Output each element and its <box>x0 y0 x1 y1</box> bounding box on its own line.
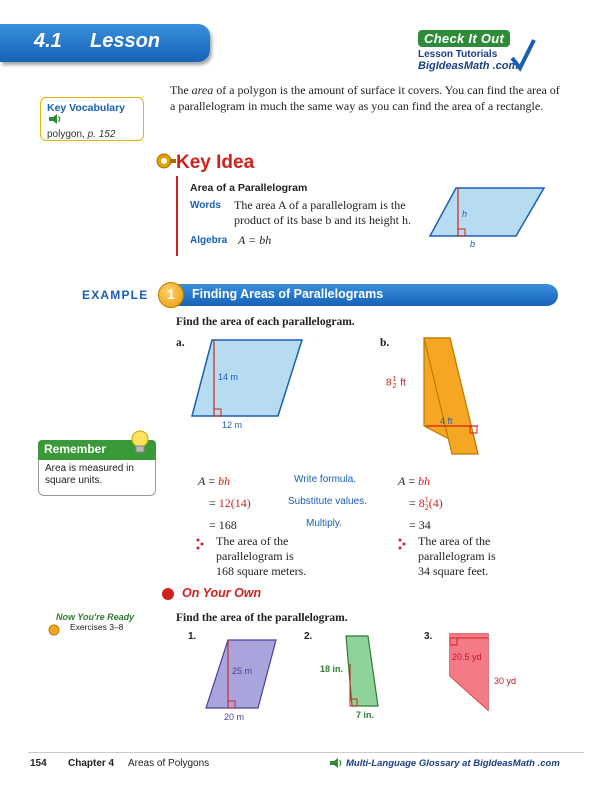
oyo-prompt: Find the area of the parallelogram. <box>176 612 348 624</box>
remember-title: Remember <box>38 440 156 460</box>
on-your-own-title: On Your Own <box>182 586 262 600</box>
key-idea-rule <box>176 176 178 256</box>
key-icon <box>156 150 176 172</box>
intro-paragraph <box>170 82 562 114</box>
b-step-2-eq: = <box>409 496 416 510</box>
bigideasmath-link[interactable]: BigIdeasMath .com <box>418 60 519 72</box>
words-line-1: The area A of a parallelogram is the <box>234 198 406 212</box>
oyo-parallelogram-1 <box>200 636 280 724</box>
b-height-unit: ft <box>400 377 406 389</box>
a-step-3 <box>198 514 251 536</box>
a-step-1-rhs: bh <box>218 474 231 488</box>
vocab-page: p. 152 <box>87 129 116 140</box>
intro-pre: The <box>170 83 192 97</box>
answer-arrow-icon <box>398 538 408 550</box>
a-answer-line-3: 168 square meters. <box>216 564 307 578</box>
b-answer-line-1: The area of the <box>418 534 491 548</box>
speaker-icon[interactable] <box>330 758 342 768</box>
answer-arrow-icon <box>196 538 206 550</box>
b-step-2-tail: (4) <box>428 496 443 510</box>
orange-dot-icon <box>48 624 60 636</box>
page-number: 154 <box>30 758 47 769</box>
a-step-3-rhs: 168 <box>218 518 237 532</box>
oyo-3-base: 30 yd <box>494 676 517 686</box>
b-height-label <box>386 376 406 390</box>
example-title-bar <box>176 284 558 306</box>
b-step-3-rhs: 34 <box>418 518 431 532</box>
a-work <box>198 470 251 536</box>
part-a-label: a. <box>176 337 185 349</box>
oyo-2-height: 18 in. <box>320 664 344 674</box>
b-work <box>398 470 443 536</box>
example-number-badge <box>158 282 184 308</box>
key-vocabulary-box <box>40 97 144 141</box>
oyo-item-1-number: 1. <box>188 631 197 642</box>
now-youre-ready-box[interactable] <box>56 612 176 644</box>
lesson-banner <box>0 24 210 62</box>
example-number: 1 <box>167 286 175 302</box>
example-prompt: Find the area of each parallelogram. <box>176 316 355 328</box>
intro-emphasis: area <box>191 83 214 97</box>
section-number: 4.1 <box>34 30 62 52</box>
intro-post: of a polygon is the amount of surface it covers. You can find the area of a parallelogram in much the same way as you can find the area of a rectangle. <box>170 83 560 113</box>
b-step-2-num: 1 <box>424 495 429 505</box>
red-dot-icon <box>162 588 174 600</box>
chapter-label: Chapter 4 <box>68 758 115 769</box>
oyo-1-height: 25 m <box>232 666 253 676</box>
b-answer <box>418 534 496 579</box>
a-step-1 <box>198 470 251 492</box>
lesson-tutorials-label: Lesson Tutorials <box>418 49 498 60</box>
checkmark-icon <box>510 38 536 72</box>
a-step-2-eq: = <box>209 496 216 510</box>
a-step-1-eq: = <box>208 474 216 488</box>
b-step-3 <box>398 514 443 536</box>
fig-b-label: b <box>470 239 476 249</box>
a-base-label: 12 m <box>222 420 243 430</box>
a-note-3: Multiply. <box>306 518 342 529</box>
fig-h-label: h <box>462 209 468 219</box>
exercises-label[interactable]: Exercises 3–8 <box>70 622 124 632</box>
check-it-out-badge[interactable] <box>418 30 536 82</box>
part-b-label: b. <box>380 337 390 349</box>
b-step-2-whole: 8 <box>418 496 425 510</box>
b-step-1-rhs: bh <box>418 474 431 488</box>
oyo-item-3-number: 3. <box>424 631 433 642</box>
example-label: EXAMPLE <box>82 288 149 302</box>
words-label: Words <box>190 200 221 211</box>
a-height-label: 14 m <box>218 372 239 382</box>
b-step-1-eq: = <box>408 474 416 488</box>
b-step-1-lhs: A <box>398 474 406 488</box>
glossary-link[interactable]: Multi-Language Glossary at BigIdeasMath .com <box>346 758 560 769</box>
example-title: Finding Areas of Parallelograms <box>192 287 384 301</box>
a-answer-line-1: The area of the <box>216 534 289 548</box>
b-answer-line-3: 34 square feet. <box>418 564 489 578</box>
oyo-1-base: 20 m <box>224 712 245 722</box>
b-height-whole: 8 <box>386 377 392 389</box>
example-b-parallelogram <box>394 336 494 458</box>
example-a-parallelogram <box>190 336 310 432</box>
oyo-3-height: 20.5 yd <box>452 652 482 662</box>
check-it-out-label: Check It Out <box>418 30 510 47</box>
b-base-label: 4 ft <box>440 416 453 426</box>
footer-rule <box>28 752 584 753</box>
a-answer <box>216 534 306 579</box>
a-step-1-lhs: A <box>198 474 206 488</box>
b-height-num: 1 <box>392 376 397 383</box>
vocab-term[interactable]: polygon, <box>47 129 85 140</box>
key-idea-title: Key Idea <box>176 152 255 173</box>
oyo-parallelogram-2 <box>316 634 396 724</box>
key-idea-parallelogram-figure <box>428 184 552 250</box>
b-step-2 <box>398 492 443 514</box>
b-step-3-eq: = <box>409 518 416 532</box>
key-vocabulary-title: Key Vocabulary <box>47 102 126 114</box>
words-line-2: product of its base b and its height h. <box>234 213 411 227</box>
oyo-2-base: 7 in. <box>356 710 375 720</box>
b-step-2-den: 2 <box>424 503 429 513</box>
b-answer-line-2: parallelogram is <box>418 549 496 563</box>
b-height-den: 2 <box>392 383 397 390</box>
a-note-2: Substitute values. <box>288 496 367 507</box>
a-step-2-rhs: 12(14) <box>218 496 251 510</box>
lightbulb-icon <box>128 428 152 456</box>
oyo-item-2-number: 2. <box>304 631 313 642</box>
lesson-title: Lesson <box>90 30 161 52</box>
key-idea-subtitle: Area of a Parallelogram <box>190 182 308 194</box>
algebra-formula: A = bh <box>238 233 272 247</box>
a-step-2 <box>198 492 251 514</box>
a-step-3-eq: = <box>209 518 216 532</box>
a-answer-line-2: parallelogram is <box>216 549 294 563</box>
b-step-1 <box>398 470 443 492</box>
a-note-1: Write formula. <box>294 474 357 485</box>
now-youre-ready-label: Now You're Ready <box>56 612 135 622</box>
chapter-title: Areas of Polygons <box>128 758 210 769</box>
speaker-icon[interactable] <box>49 114 61 124</box>
remember-body: Area is measured in square units. <box>38 460 156 496</box>
oyo-parallelogram-3 <box>440 632 540 722</box>
algebra-label: Algebra <box>190 235 228 246</box>
